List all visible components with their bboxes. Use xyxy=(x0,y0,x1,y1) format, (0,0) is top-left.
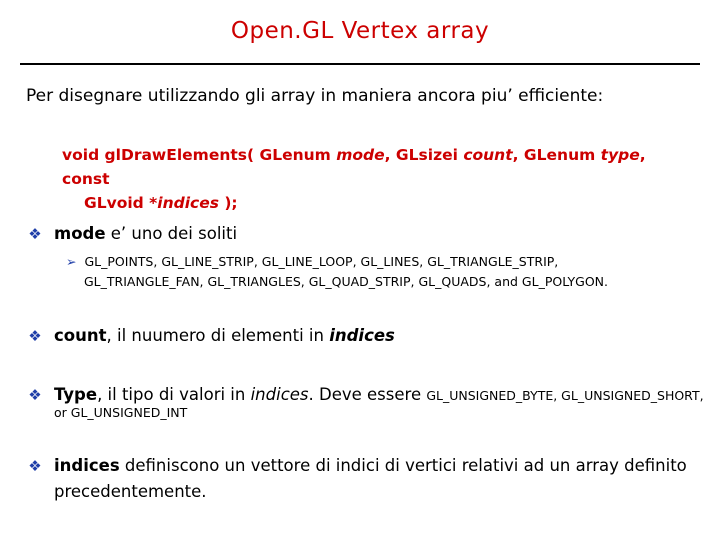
bullet-count-ref: indices xyxy=(329,326,395,345)
arrow-bullet-icon: ➢ xyxy=(66,254,77,269)
bullet-count-keyword: count xyxy=(54,326,107,345)
bullet-mode xyxy=(26,224,237,243)
bullet-count-text: , il nuumero di elementi in xyxy=(106,326,330,345)
bullet-indices-keyword: indices xyxy=(54,456,120,475)
diamond-bullet-icon: ❖ xyxy=(28,386,42,404)
bullet-indices-text: definiscono un vettore di indici di vertici relativi ad un array definito xyxy=(119,456,687,475)
diamond-bullet-icon: ❖ xyxy=(28,225,42,243)
code-param-mode: mode xyxy=(336,146,385,164)
bullet-count xyxy=(26,326,395,345)
bullet-type-keyword: Type xyxy=(54,385,98,404)
bullet-type-values-cont: or GL_UNSIGNED_INT xyxy=(54,405,188,420)
mode-values-list xyxy=(66,252,608,292)
bullet-type-text: , il tipo di valori in xyxy=(97,385,251,404)
bullet-type-ref: indices xyxy=(250,385,309,404)
slide-title: Open.GL Vertex array xyxy=(230,18,490,44)
bullet-indices xyxy=(26,456,687,475)
title-divider xyxy=(20,63,700,65)
code-param-indices: *indices xyxy=(149,194,219,212)
bullet-indices-cont: precedentemente. xyxy=(54,482,207,501)
function-signature xyxy=(62,143,692,215)
code-line2a: GLvoid xyxy=(84,194,150,212)
bullet-type-text2: . Deve essere xyxy=(308,385,427,404)
code-param-type: type xyxy=(600,146,640,164)
code-part4: , const xyxy=(62,146,646,188)
bullet-mode-keyword: mode xyxy=(54,224,106,243)
bullet-type-values: GL_UNSIGNED_BYTE, GL_UNSIGNED_SHORT, xyxy=(426,388,704,403)
code-line2b: ); xyxy=(218,194,238,212)
diamond-bullet-icon: ❖ xyxy=(28,327,42,345)
intro-text: Per disegnare utilizzando gli array in maniera ancora piu’ efficiente: xyxy=(26,86,604,106)
mode-values-line1: GL_POINTS, GL_LINE_STRIP, GL_LINE_LOOP, GL_LINES, GL_TRIANGLE_STRIP, xyxy=(84,254,559,269)
mode-values-line2: GL_TRIANGLE_FAN, GL_TRIANGLES, GL_QUAD_STRIP, GL_QUADS, and GL_POLYGON. xyxy=(84,274,608,289)
code-part1: void glDrawElements( GLenum xyxy=(62,146,337,164)
bullet-mode-text: e’ uno dei soliti xyxy=(105,224,238,243)
code-line2 xyxy=(62,191,692,215)
bullet-type xyxy=(26,385,704,404)
code-part3: , GLenum xyxy=(512,146,601,164)
code-param-count: count xyxy=(463,146,513,164)
code-part2: , GLsizei xyxy=(384,146,464,164)
diamond-bullet-icon: ❖ xyxy=(28,457,42,475)
